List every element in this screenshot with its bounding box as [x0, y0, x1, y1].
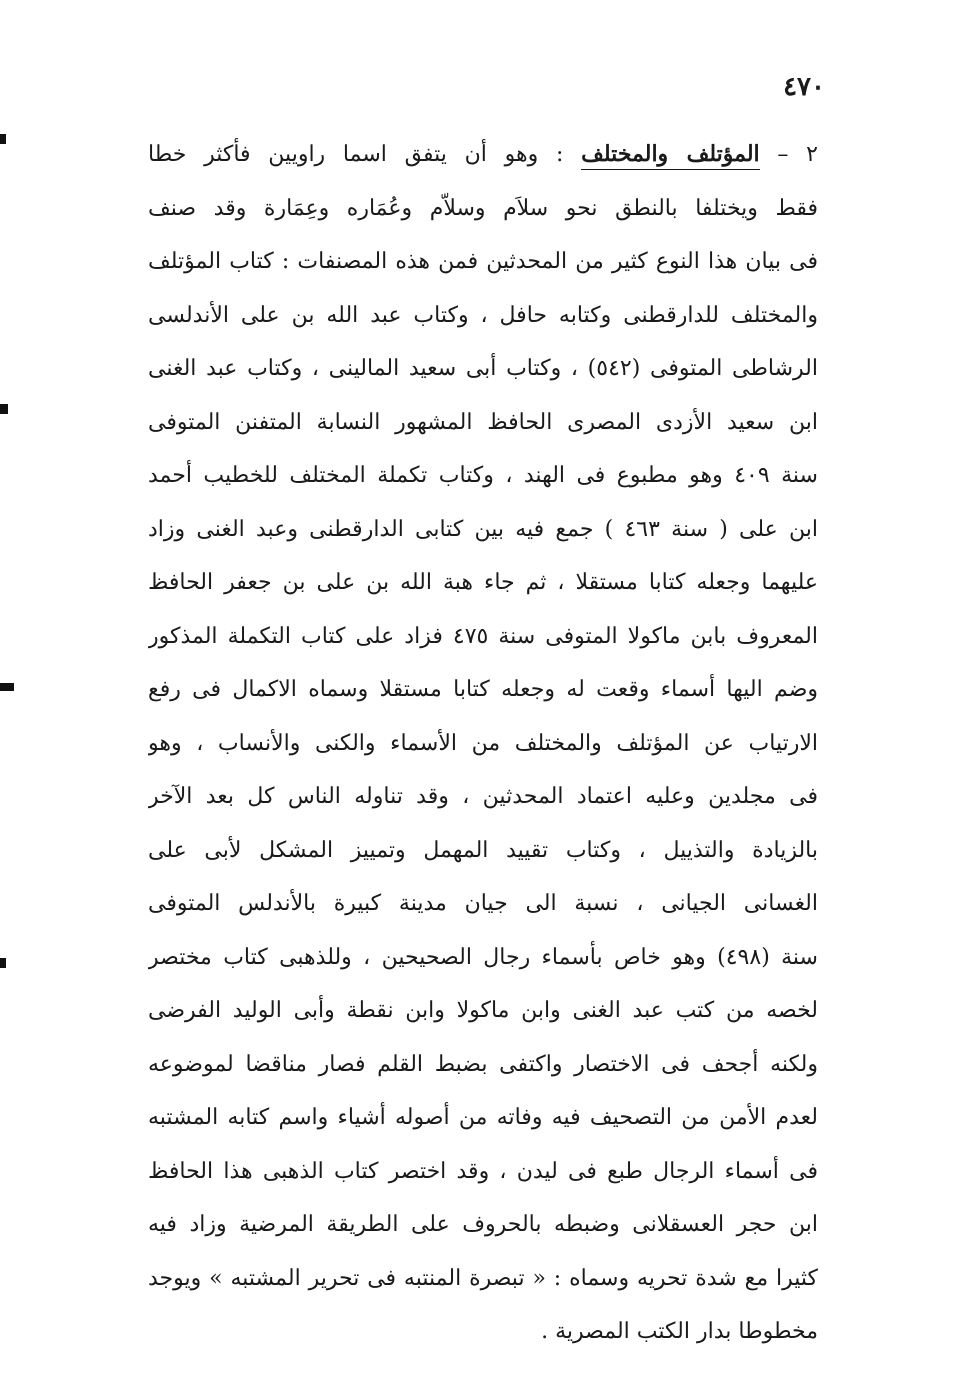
text-line: الرشاطى المتوفى (٥٤٢) ، وكتاب أبى سعيد المالينى ، وكتاب عبد الغنى	[148, 356, 818, 381]
text-line: ولكنه أجحف فى الاختصار واكتفى بضبط القلم فصار مناقضا لموضوعه	[148, 1051, 818, 1077]
text-line: لعدم الأمن من التصحيف فيه وفاته من أصوله أشياء واسم كتابه المشتبه	[148, 1105, 818, 1130]
text-line: مخطوطا بدار الكتب المصرية .	[541, 1319, 818, 1344]
text-line: عليهما وجعله كتابا مستقلا ، ثم جاء هبة الله بن على بن جعفر الحافظ	[148, 570, 818, 595]
text-line: فقط ويختلفا بالنطق نحو سلاَم وسلاّم وعُمَاره وعِمَارة وقد صنف	[148, 195, 818, 221]
text-line: لخصه من كتب عبد الغنى وابن ماكولا وابن نقطة وأبى الوليد الفرضى	[148, 998, 818, 1023]
margin-mark	[0, 958, 6, 968]
text-line: فى أسماء الرجال طبع فى ليدن ، وقد اختصر كتاب الذهبى هذا الحافظ	[148, 1158, 818, 1184]
text-line: سنة (٤٩٨) وهو خاص بأسماء رجال الصحيحين ، وللذهبى كتاب مختصر	[148, 944, 818, 970]
heading-term: المؤتلف والمختلف	[581, 141, 760, 170]
text-line: كثيرا مع شدة تحريه وسماه : « تبصرة المنتبه فى تحرير المشتبه » ويوجد	[148, 1265, 818, 1291]
text-line: ابن على ( سنة ٤٦٣ ) جمع فيه بين كتابى الدارقطنى وعبد الغنى وزاد	[148, 516, 818, 542]
text-line: وضم اليها أسماء وقعت له وجعله كتابا مستقلا وسماه الاكمال فى رفع	[148, 677, 818, 702]
text-line: الارتياب عن المؤتلف والمختلف من الأسماء والكنى والأنساب ، وهو	[148, 730, 818, 756]
page-number: ٤٧٠	[783, 72, 825, 102]
body-text	[148, 128, 818, 1359]
heading-rest: : وهو أن يتفق اسما راويين فأكثر خطا	[148, 142, 564, 167]
text-line: ابن حجر العسقلانى وضبطه بالحروف على الطريقة المرضية وزاد فيه	[148, 1212, 818, 1237]
text-line: فى بيان هذا النوع كثير من المحدثين فمن هذه المصنفات : كتاب المؤتلف	[148, 249, 818, 274]
text-line: فى مجلدين وعليه اعتماد المحدثين ، وقد تناوله الناس كل بعد الآخر	[148, 784, 818, 809]
heading-number: ٢ –	[777, 142, 818, 167]
text-line: الغسانى الجيانى ، نسبة الى جيان مدينة كبيرة بالأندلس المتوفى	[148, 891, 818, 916]
margin-mark	[0, 683, 14, 691]
text-line: ابن سعيد الأزدى المصرى الحافظ المشهور النسابة المتفنن المتوفى	[148, 409, 818, 435]
margin-mark	[0, 404, 8, 414]
text-line: بالزيادة والتذييل ، وكتاب تقييد المهمل وتمييز المشكل لأبى على	[148, 837, 818, 863]
text-line: سنة ٤٠٩ وهو مطبوع فى الهند ، وكتاب تكملة المختلف للخطيب أحمد	[148, 463, 818, 488]
margin-mark	[0, 134, 6, 144]
text-line: والمختلف للدارقطنى وكتابه حافل ، وكتاب عبد الله بن على الأندلسى	[148, 302, 818, 328]
text-line: المعروف بابن ماكولا المتوفى سنة ٤٧٥ فزاد على كتاب التكملة المذكور	[148, 623, 818, 649]
heading-line	[148, 128, 818, 182]
